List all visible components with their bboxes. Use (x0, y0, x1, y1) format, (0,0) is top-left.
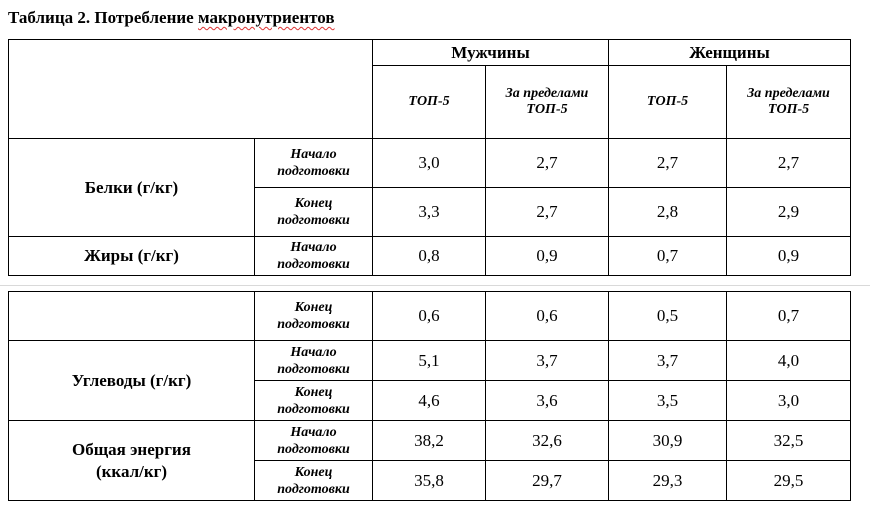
header-women-top5: ТОП-5 (609, 66, 727, 139)
value-cell: 0,9 (486, 237, 609, 276)
value-cell: 0,5 (609, 292, 727, 341)
table-title-spellcheck-word: макронутриентов (197, 8, 335, 27)
macronutrient-table-part-1 (8, 39, 851, 276)
phase-start-cell: Начало подготовки (255, 139, 373, 188)
value-cell: 2,7 (609, 139, 727, 188)
phase-end-cell: Конец подготовки (255, 188, 373, 237)
value-cell: 32,6 (486, 421, 609, 461)
row-label-empty (9, 292, 255, 341)
header-men-beyond-top5: За пределами ТОП-5 (486, 66, 609, 139)
header-women: Женщины (609, 40, 851, 66)
value-cell: 3,0 (373, 139, 486, 188)
value-cell: 2,7 (727, 139, 851, 188)
table-title (8, 8, 335, 28)
row-label-fats: Жиры (г/кг) (9, 237, 255, 276)
header-row-groups (9, 40, 851, 66)
value-cell: 38,2 (373, 421, 486, 461)
value-cell: 0,8 (373, 237, 486, 276)
value-cell: 3,7 (486, 341, 609, 381)
value-cell: 0,7 (609, 237, 727, 276)
value-cell: 4,0 (727, 341, 851, 381)
value-cell: 0,6 (486, 292, 609, 341)
header-women-beyond-top5: За пределами ТОП-5 (727, 66, 851, 139)
phase-start-cell: Начало подготовки (255, 237, 373, 276)
value-cell: 29,7 (486, 461, 609, 501)
phase-end-cell: Конец подготовки (255, 381, 373, 421)
phase-start-cell: Начало подготовки (255, 341, 373, 381)
value-cell: 2,9 (727, 188, 851, 237)
value-cell: 2,7 (486, 139, 609, 188)
page-break-divider (0, 285, 870, 286)
table-title-prefix: Таблица 2. Потребление (8, 8, 198, 27)
header-men-top5: ТОП-5 (373, 66, 486, 139)
value-cell: 35,8 (373, 461, 486, 501)
table-row (9, 139, 851, 188)
macronutrient-table-part-2 (8, 291, 851, 501)
value-cell: 3,3 (373, 188, 486, 237)
row-label-protein: Белки (г/кг) (9, 139, 255, 237)
table-row (9, 292, 851, 341)
value-cell: 0,9 (727, 237, 851, 276)
value-cell: 2,7 (486, 188, 609, 237)
value-cell: 3,6 (486, 381, 609, 421)
row-label-total-energy: Общая энергия (ккал/кг) (9, 421, 255, 501)
value-cell: 3,5 (609, 381, 727, 421)
phase-start-cell: Начало подготовки (255, 421, 373, 461)
value-cell: 3,7 (609, 341, 727, 381)
value-cell: 0,6 (373, 292, 486, 341)
value-cell: 3,0 (727, 381, 851, 421)
header-men: Мужчины (373, 40, 609, 66)
phase-end-cell: Конец подготовки (255, 461, 373, 501)
phase-end-cell: Конец подготовки (255, 292, 373, 341)
value-cell: 4,6 (373, 381, 486, 421)
table-row (9, 341, 851, 381)
value-cell: 2,8 (609, 188, 727, 237)
value-cell: 29,5 (727, 461, 851, 501)
value-cell: 32,5 (727, 421, 851, 461)
value-cell: 29,3 (609, 461, 727, 501)
table-row (9, 237, 851, 276)
value-cell: 30,9 (609, 421, 727, 461)
table-row (9, 421, 851, 461)
value-cell: 5,1 (373, 341, 486, 381)
row-label-carbohydrates: Углеводы (г/кг) (9, 341, 255, 421)
value-cell: 0,7 (727, 292, 851, 341)
header-corner-cell (9, 40, 373, 139)
